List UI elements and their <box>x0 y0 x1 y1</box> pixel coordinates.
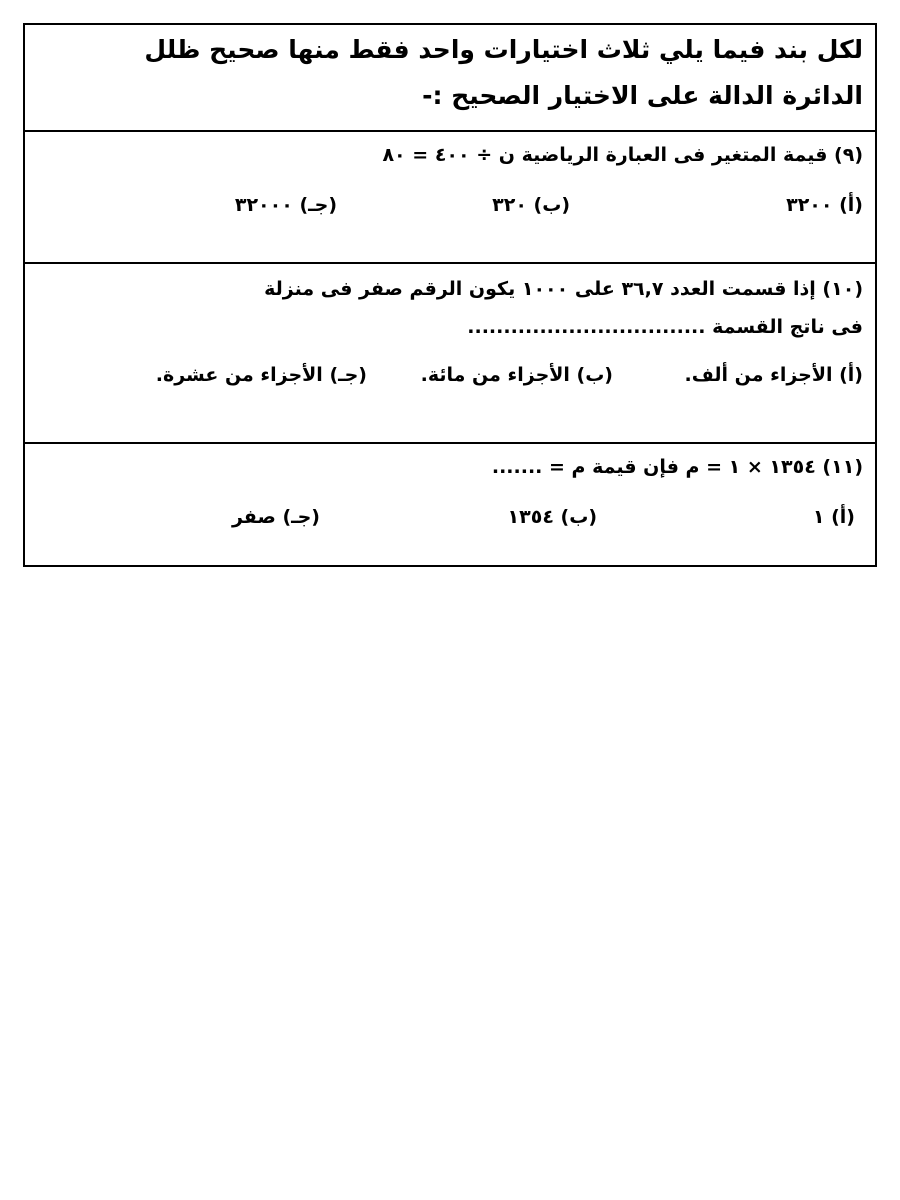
instructions-section <box>25 25 875 132</box>
question-10-option-a[interactable]: (أ) الأجزاء من ألف. <box>684 364 863 386</box>
question-11 <box>25 444 875 565</box>
question-10-stem-continuation: فى ناتج القسمة ................................. <box>467 316 863 338</box>
question-9-option-a[interactable]: (أ) ٣٢٠٠ <box>786 194 863 216</box>
question-10-option-b[interactable]: (ب) الأجزاء من مائة. <box>420 364 613 386</box>
instructions-line-1: لكل بند فيما يلي ثلاث اختيارات واحد فقط منها صحيح ظلل <box>144 35 863 64</box>
question-10-option-c[interactable]: (جـ) الأجزاء من عشرة. <box>155 364 367 386</box>
question-9-option-b[interactable]: (ب) ٣٢٠ <box>492 194 570 216</box>
question-9 <box>25 132 875 264</box>
question-11-option-a[interactable]: (أ) ١ <box>812 506 855 528</box>
question-11-option-b[interactable]: (ب) ١٣٥٤ <box>507 506 597 528</box>
question-10 <box>25 264 875 444</box>
exam-question-sheet <box>23 23 877 567</box>
question-10-stem: (١٠) إذا قسمت العدد ٣٦,٧ على ١٠٠٠ يكون الرقم صفر فى منزلة <box>264 278 863 300</box>
question-11-stem: (١١) ١٣٥٤ × ١ = م فإن قيمة م = ....... <box>491 456 863 478</box>
question-11-option-c[interactable]: (جـ) صفر <box>231 506 320 528</box>
question-9-option-c[interactable]: (جـ) ٣٢٠٠٠ <box>234 194 337 216</box>
instructions-line-2: الدائرة الدالة على الاختيار الصحيح :- <box>422 81 863 110</box>
question-9-stem: (٩) قيمة المتغير فى العبارة الرياضية ن ÷ ٤٠٠ = ٨٠ <box>382 144 863 166</box>
